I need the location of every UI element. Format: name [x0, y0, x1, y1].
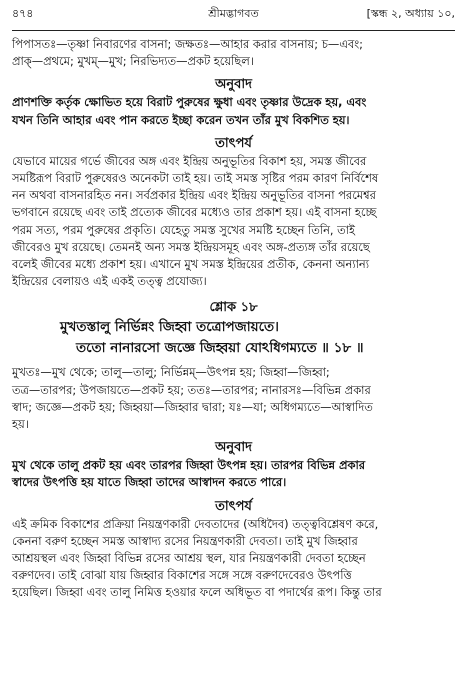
purport-heading: তাৎপর্য — [215, 498, 252, 514]
verse-heading: শ্লোক ১৮ — [209, 300, 258, 316]
synonym-line: মুখতঃ—মুখ থেকে; তালু—তালু; নির্ভিন্নম্—উৎপন্ন হয়; জিহ্বা—জিহ্বা; — [12, 365, 330, 380]
synonym-line: স্বাদ; জজ্ঞে—প্রকট হয়; জিহ্বয়া—জিহ্বার দ্বারা; যঃ—যা; অধিগম্যতে—আস্বাদিত — [12, 399, 373, 414]
translation-line: যখন তিনি আহার এবং পান করতে ইচ্ছা করেন তখন তাঁর মুখ বিকশিত হয়। — [12, 112, 350, 127]
running-header — [12, 0, 455, 24]
synonym-line: প্রাক্—প্রথমে; মুখম্—মুখ; নিরভিদ্যত—প্রকট হয়েছিল। — [12, 54, 254, 69]
verse-line: ততো নানারসো জজ্ঞে জিহ্বয়া যোঽধিগম্যতে ॥ ১৮ ॥ — [76, 340, 364, 357]
section-reference: [স্কন্ধ ২, অধ্যায় ১০, — [366, 7, 455, 20]
purport-line: কেননা বরুণ হচ্ছেন সমস্ত আস্বাদ্য রসের নিয়ন্ত্রণকারী দেবতা। তাই মুখ জিহ্বার — [12, 533, 358, 548]
page-number: ৪৭৪ — [12, 7, 34, 20]
purport-line: এই ক্রমিক বিকাশের প্রক্রিয়া নিয়ন্ত্রণকারী দেবতাদের (অধিদৈব) তত্ত্ববিশ্লেষণ করে, — [12, 516, 379, 531]
synonym-line: তত্র—তারপর; উপজায়তে—প্রকট হয়; ততঃ—তারপর; নানারসঃ—বিভিন্ন প্রকার — [12, 382, 371, 397]
purport-line: জীবেরও মুখ রয়েছে। তেমনই অন্য সমস্ত ইন্দ্রিয়সমূহ এবং অঙ্গ-প্রত্যঙ্গ তাঁর রয়েছে — [12, 239, 370, 254]
translation-line: মুখ থেকে তালু প্রকট হয় এবং তারপর জিহ্বা উৎপন্ন হয়। তারপর বিভিন্ন প্রকার — [12, 458, 366, 473]
purport-line: নন অথবা বাসনারহিত নন। সর্বপ্রকার ইন্দ্রিয় এবং ইন্দ্রিয় অনুভূতির বাসনা পরমেশ্বর — [12, 188, 376, 203]
purport-line: ভগবানে রয়েছে এবং তাই প্রত্যেক জীবের মধ্যেও তার প্রকাশ হয়। এই বাসনা হচ্ছে — [12, 205, 377, 220]
purport-line: সমষ্টিরূপ বিরাট পুরুষেরও অনেকটা তাই হয়। তাই সমস্ত সৃষ্টির পরম কারণ নির্বিশেষ — [12, 171, 379, 186]
translation-heading: অনুবাদ — [215, 440, 252, 456]
purport-line: আশ্রয়স্থল এবং জিহ্বা বিভিন্ন রসের আশ্রয় স্থল, যার নিয়ন্ত্রণকারী দেবতা হচ্ছেন — [12, 551, 366, 566]
purport-line: বলেই জীবের মধ্যে প্রকাশ হয়। এখানে মুখ সমস্ত ইন্দ্রিয়ের প্রতীক, কেননা অন্যান্য — [12, 257, 370, 272]
synonym-line: হয়। — [12, 417, 29, 432]
purport-line: বরুণদেব। তাই বোঝা যায় জিহ্বার বিকাশের সঙ্গে সঙ্গে বরুণদেবেরও উৎপত্তি — [12, 568, 352, 583]
synonym-line: পিপাসতঃ—তৃষ্ণা নিবারণের বাসনা; জক্ষতঃ—আহার করার বাসনায়; চ—এবং; — [12, 37, 364, 51]
purport-heading: তাৎপর্য — [215, 135, 252, 151]
purport-line: হয়েছিল। জিহ্বা এবং তালু নিমিত্ত হওয়ার ফলে অধিভূত বা পদার্থের রূপ। কিন্তু তার — [12, 585, 382, 600]
purport-line: যেভাবে মায়ের গর্ভে জীবের অঙ্গ এবং ইন্দ্রিয় অনুভূতির বিকাশ হয়, সমস্ত জীবের — [12, 153, 367, 168]
translation-line: স্বাদের উৎপত্তি হয় যাতে জিহ্বা তাদের আস্বাদন করতে পারে। — [12, 475, 287, 490]
verse-line: মুখতস্তালু নির্ভিন্নং জিহ্বা তত্রোপজায়তে। — [60, 319, 279, 336]
translation-line: প্রাণশক্তি কর্তৃক ক্ষোভিত হয়ে বিরাট পুরুষের ক্ষুধা এবং তৃষ্ণার উদ্রেক হয়, এবং — [12, 95, 367, 110]
purport-line: পরম সত্য, পরম পুরুষের প্রকৃতি। যেহেতু সমস্ত সুখের সমষ্টি হচ্ছেন তিনি, তাই — [12, 222, 355, 237]
purport-line: ইন্দ্রিয়ের বেলায়ও এই একই তত্ত্ব প্রযোজ্য। — [12, 274, 207, 289]
book-title: শ্রীমদ্ভাগবত — [208, 7, 259, 20]
translation-heading: অনুবাদ — [215, 77, 252, 93]
